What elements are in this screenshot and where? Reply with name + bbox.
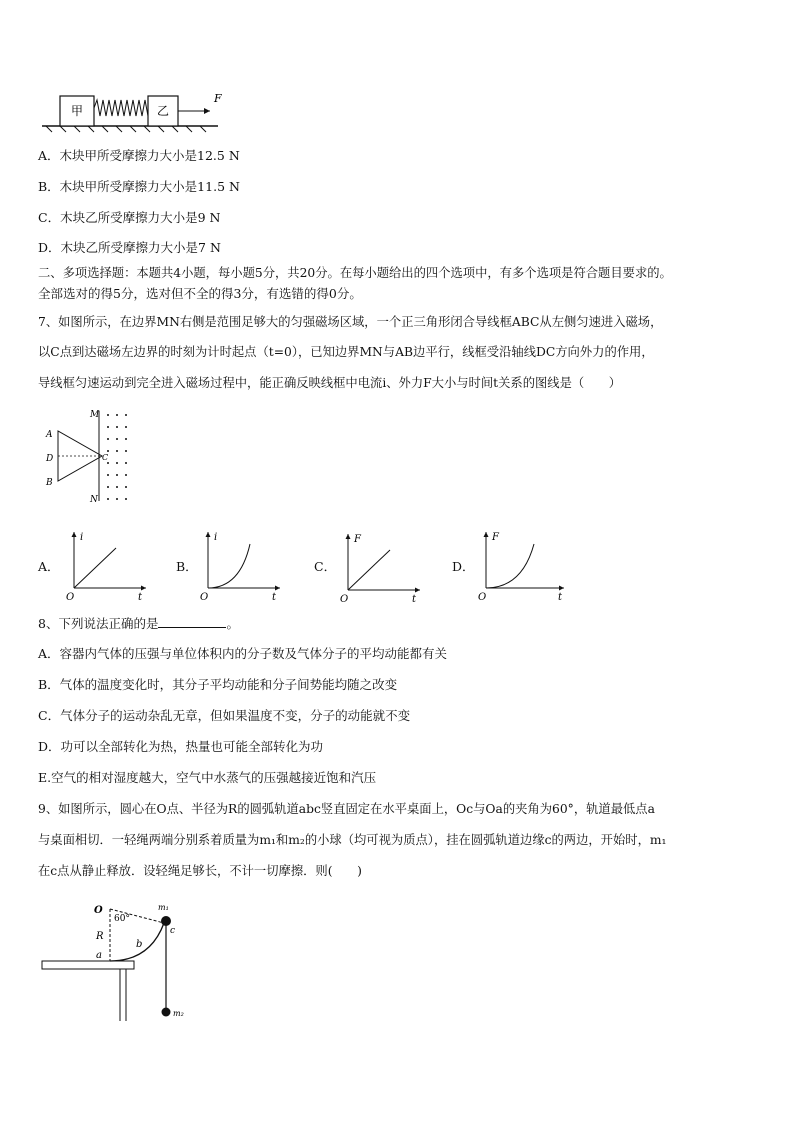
graph-d-ylabel: F	[492, 532, 499, 543]
q7-stem-line1: 7、如图所示，在边界MN右侧是范围足够大的匀强磁场区域，一个正三角形闭合导线框ABC从左侧匀速进入磁场，	[38, 315, 663, 329]
graph-a-origin: O	[66, 592, 75, 603]
label-b: b	[136, 939, 143, 950]
q8-option-a: A．容器内气体的压强与单位体积内的分子数及气体分子的平均动能都有关	[38, 646, 448, 661]
spring-blocks-figure	[40, 88, 240, 134]
label-angle: 60°	[114, 914, 130, 924]
q8-stem-end: 。	[226, 616, 239, 631]
q8-stem-text: 8、下列说法正确的是	[38, 616, 159, 631]
graph-d-curve	[486, 544, 534, 588]
graph-b-ylabel: i	[214, 532, 218, 543]
label-N: N	[90, 495, 98, 505]
graph-d-origin: O	[478, 592, 487, 603]
graph-b-xlabel: t	[272, 592, 277, 603]
label-c: c	[170, 926, 176, 936]
q6-option-c: C．木块乙所受摩擦力大小是9 N	[38, 210, 221, 225]
label-A: A	[46, 430, 53, 440]
label-m1: m₁	[158, 903, 169, 912]
table-top	[42, 961, 134, 969]
graph-c	[336, 530, 426, 606]
graph-d	[474, 528, 570, 604]
graph-a-option: A．	[38, 559, 60, 574]
q8-option-d: D．功可以全部转化为热，热量也可能全部转化为功	[38, 739, 324, 754]
label-D: D	[46, 454, 54, 464]
section2-header-line2: 全部选对的得5分，选对但不全的得3分，有选错的得0分。	[38, 286, 362, 301]
graph-d-option: D．	[452, 559, 475, 574]
graph-a-xlabel: t	[138, 592, 143, 603]
graph-b-option: B．	[176, 559, 198, 574]
graph-c-option: C．	[314, 559, 337, 574]
graph-a-curve	[74, 548, 116, 588]
q8-answer-blank[interactable]	[158, 615, 226, 628]
q8-option-e: E.空气的相对湿度越大，空气中水蒸气的压强越接近饱和汽压	[38, 770, 377, 785]
spring	[94, 100, 151, 116]
graph-b	[196, 528, 286, 604]
q9-stem-line1: 9、如图所示，圆心在O点、半径为R的圆弧轨道abc竖直固定在水平桌面上，Oc与Oa的夹角为60°，轨道最低点a	[38, 802, 655, 816]
graph-c-xlabel: t	[412, 594, 417, 605]
graph-b-curve	[208, 544, 250, 588]
q9-stem-line3: 在c点从静止释放．设轻绳足够长，不计一切摩擦．则( )	[38, 864, 362, 878]
q7-stem-line3: 导线框匀速运动到完全进入磁场过程中，能正确反映线框中电流i、外力F大小与时间t关系的图线是（ ）	[38, 376, 622, 390]
block-jia-label: 甲	[71, 104, 84, 118]
q6-option-a: A．木块甲所受摩擦力大小是12.5 N	[38, 148, 240, 163]
field-dots	[107, 414, 127, 500]
label-M: M	[90, 410, 100, 420]
graph-a	[62, 528, 152, 604]
magnetic-field-figure	[40, 405, 140, 505]
graph-b-origin: O	[200, 592, 209, 603]
arc-track-figure	[40, 895, 200, 1025]
graph-c-curve	[348, 550, 390, 590]
label-R: R	[96, 931, 104, 942]
q8-option-c: C．气体分子的运动杂乱无章，但如果温度不变，分子的动能就不变	[38, 708, 411, 723]
label-O: O	[94, 905, 103, 916]
q7-stem-line2: 以C点到达磁场左边界的时刻为计时起点（t=0），已知边界MN与AB边平行，线框受沿轴线DC方向外力的作用，	[38, 345, 654, 359]
label-C: C	[102, 453, 109, 462]
block-yi-label: 乙	[157, 104, 170, 118]
graph-c-ylabel: F	[354, 534, 361, 545]
q8-stem	[38, 615, 239, 632]
q8-option-b: B．气体的温度变化时，其分子平均动能和分子间势能均随之改变	[38, 677, 398, 692]
graph-c-origin: O	[340, 594, 349, 605]
label-a: a	[96, 950, 102, 961]
section2-header-line1: 二、多项选择题：本题共4小题，每小题5分，共20分。在每小题给出的四个选项中，有多个选项是符合题目要求的。	[38, 266, 672, 280]
graph-a-ylabel: i	[80, 532, 84, 543]
force-label: F	[214, 92, 222, 105]
label-m2: m₂	[173, 1009, 184, 1018]
graph-d-xlabel: t	[558, 592, 563, 603]
label-B: B	[46, 478, 53, 488]
q9-stem-line2: 与桌面相切．一轻绳两端分别系着质量为m₁和m₂的小球（均可视为质点），挂在圆弧轨道边缘c的两边，开始时，m₁	[38, 833, 667, 847]
q6-option-d: D．木块乙所受摩擦力大小是7 N	[38, 240, 221, 255]
q6-option-b: B．木块甲所受摩擦力大小是11.5 N	[38, 179, 240, 194]
ball-m2	[162, 1008, 171, 1017]
